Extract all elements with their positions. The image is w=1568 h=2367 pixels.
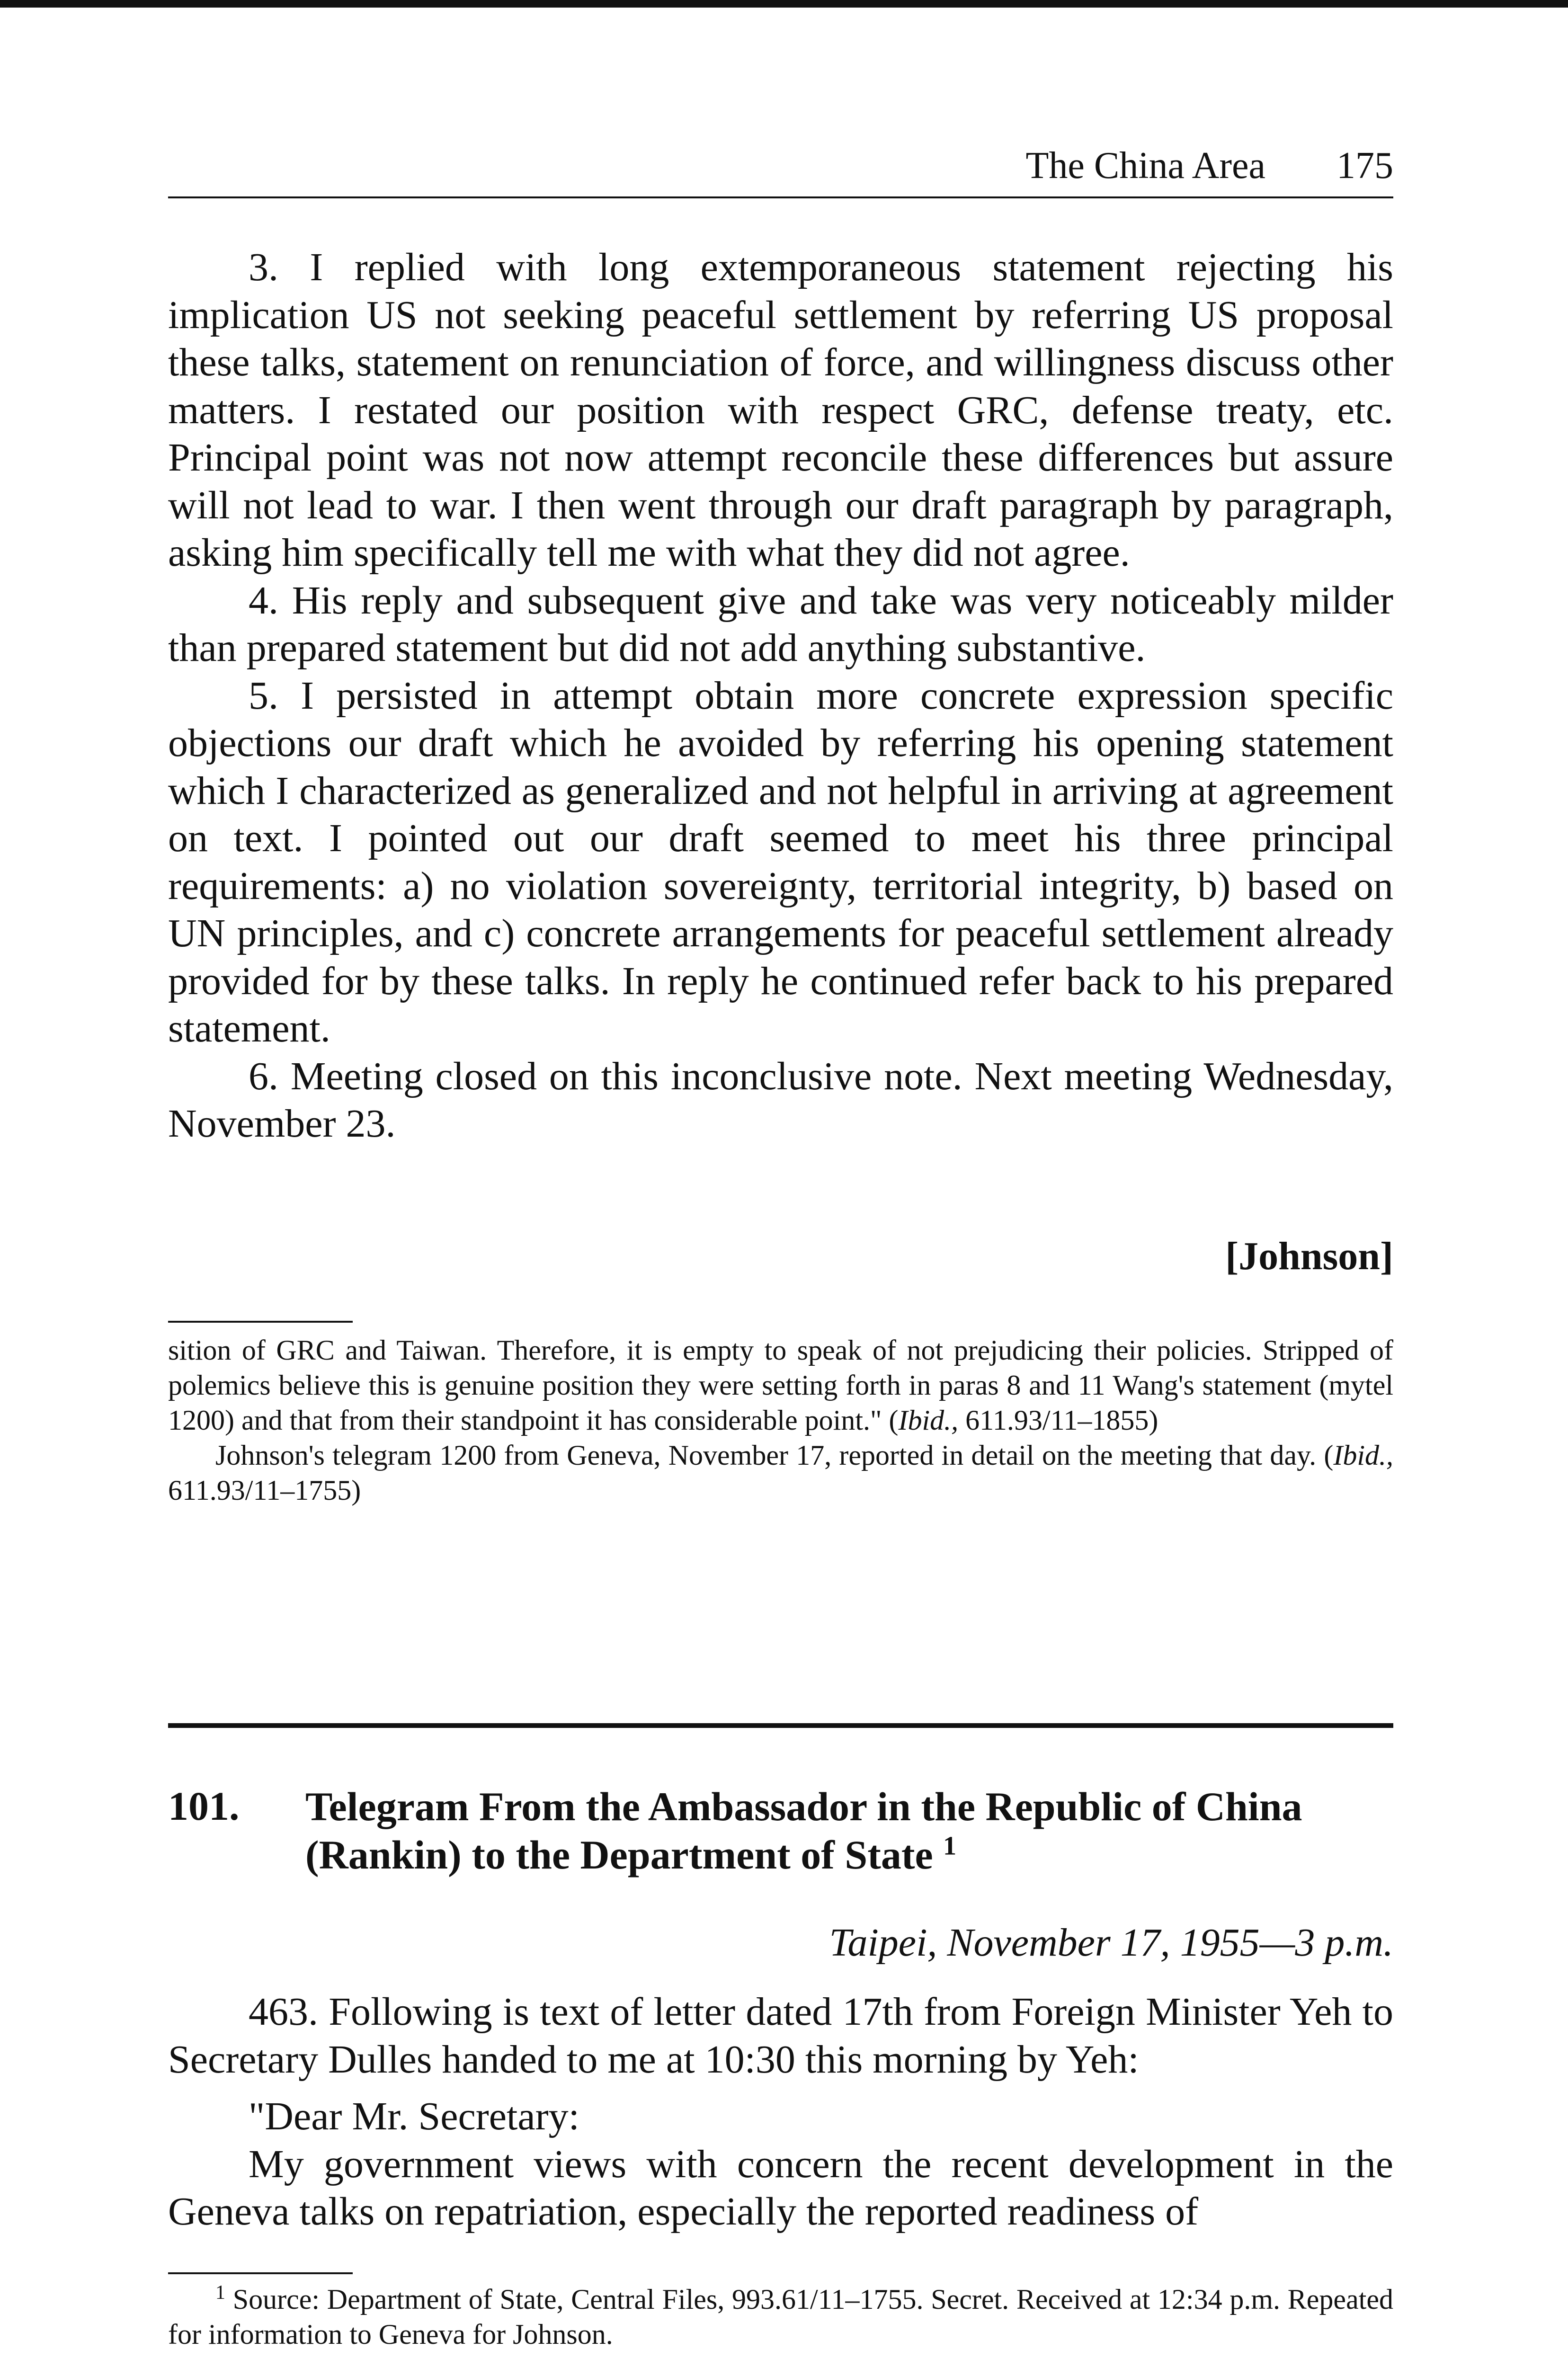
top-border-rule [0,0,1568,8]
footnote-1-text [168,2282,1393,2352]
footnote-1 [168,2282,1393,2352]
running-head-section: The China Area [1025,145,1265,187]
footnote-1-number: 1 [215,2282,225,2304]
footnote-continued-text [168,1333,1393,1438]
running-head [168,135,1393,198]
footnote-text: sition of GRC and Taiwan. Therefore, it is empty to speak of not prejudicing their policies. Stripped of polemics believe this is genuine position they were setting forth in paras 8 and 11 Wang's statement (mytel 1200) and that from their standpoint it has considerable point." ( [168,1335,1393,1436]
telegram-body [168,1988,1393,2236]
document-title [305,1782,1366,1879]
document-number: 101. [168,1783,240,1829]
document-title-text: Telegram From the Ambassador in the Republic of China (Rankin) to the Department of State [305,1784,1302,1878]
footnote-marker: 1 [943,1831,957,1861]
letter-paragraph: My government views with concern the recent development in the Geneva talks on repatriation, especially the reported readiness of [168,2142,1393,2234]
footnote-file: 611.93/11–1855) [958,1405,1158,1436]
footnote-file: 611.93/11–1755) [168,1475,361,1506]
page-number: 175 [1336,145,1393,187]
paragraph-4: 4. His reply and subsequent give and take was very noticeably milder than prepared statement but did not add anything substantive. [168,578,1393,670]
footnote-text: Johnson's telegram 1200 from Geneva, November 17, reported in detail on the meeting that day. ( [215,1440,1334,1471]
paragraph-5: 5. I persisted in attempt obtain more concrete expression specific objections our draft which he avoided by referring his opening statement which I characterized as generalized and not helpful in arriving at agreement on text. I pointed out our draft seemed to meet his three principal requirements: a) no violation sovereignty, territorial integrity, b) based on UN principles, and c) concrete arrangements for peaceful settlement already provided for by these talks. In reply he continued refer back to his prepared statement. [168,673,1393,1050]
letter-salutation: "Dear Mr. Secretary: [249,2094,579,2138]
signature: [Johnson] [1225,1234,1393,1278]
footnote-rule-2 [168,2272,353,2274]
document-separator-rule [168,1723,1393,1728]
footnote-johnson-telegram [168,1438,1393,1508]
dateline: Taipei, November 17, 1955—3 p.m. [829,1921,1393,1965]
footnote-ref: Ibid., [898,1405,959,1436]
paragraph-6: 6. Meeting closed on this inconclusive note. Next meeting Wednesday, November 23. [168,1054,1393,1146]
telegram-continuation [168,244,1393,1148]
footnote-rule [168,1321,353,1323]
footnote-ref: Ibid., [1333,1440,1393,1471]
footnote-1-body: Source: Department of State, Central Files, 993.61/11–1755. Secret. Received at 12:34 p.m. Repeated for information to Geneva for Johnson. [168,2284,1393,2350]
telegram-paragraph-463: 463. Following is text of letter dated 17th from Foreign Minister Yeh to Secretary Dulles handed to me at 10:30 this morning by Yeh: [168,1990,1393,2082]
paragraph-3: 3. I replied with long extemporaneous statement rejecting his implication US not seeking peaceful settlement by referring US proposal these talks, statement on renunciation of force, and willingness discuss other matters. I restated our position with respect GRC, defense treaty, etc. Principal point was not now attempt reconcile these differences but assure will not lead to war. I then went through our draft paragraph by paragraph, asking him specifically tell me with what they did not agree. [168,245,1393,575]
footnote-continued [168,1333,1393,1508]
